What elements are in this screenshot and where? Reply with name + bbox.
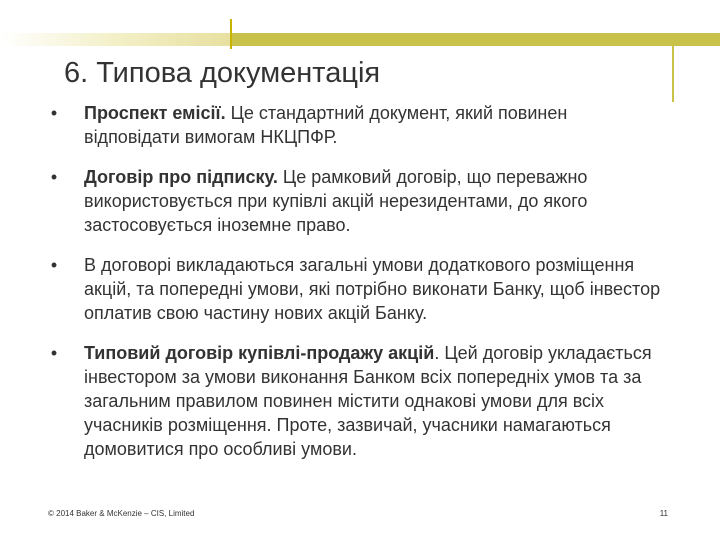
bullet-body: Це рамковий договір, що переважно використовується при купівлі акцій нерезидентами, до якого застосовується іноземне право. xyxy=(84,167,588,235)
bullet-bold-lead: Проспект емісії. xyxy=(84,103,226,123)
slide-title: 6. Типова документація xyxy=(64,57,381,89)
bullet-bold-lead: Договір про підписку. xyxy=(84,167,278,187)
header-decoration-bar xyxy=(0,33,720,46)
header-accent-tick xyxy=(230,19,232,49)
bullet-dot: • xyxy=(50,103,58,123)
bullet-text xyxy=(84,253,668,325)
bullet-text xyxy=(84,341,668,461)
bullet-item xyxy=(48,253,668,325)
right-accent-rule xyxy=(672,40,674,102)
bullet-body: Це стандартний документ, який повинен відповідати вимогам НКЦПФР. xyxy=(84,103,568,147)
bullet-list xyxy=(48,101,668,477)
bullet-dot: • xyxy=(50,255,58,275)
page-number: 11 xyxy=(659,509,668,518)
bullet-item xyxy=(48,341,668,461)
bullet-item xyxy=(48,165,668,237)
header-solid-segment xyxy=(230,33,720,46)
bullet-bold-lead: Типовий договір купівлі-продажу акцій xyxy=(84,343,435,363)
bullet-item xyxy=(48,101,668,149)
bullet-body: . Цей договір укладається інвестором за умови виконання Банком всіх попередніх умов та за загальним правилом повинен містити однакові умови для всіх учасників розміщення. Проте, зазвичай, учасники намагаються домовитися про особливі умови. xyxy=(84,343,652,459)
bullet-text xyxy=(84,101,668,149)
header-gradient-segment xyxy=(0,33,230,46)
bullet-dot: • xyxy=(50,343,58,363)
footer-copyright: © 2014 Baker & McKenzie – CIS, Limited xyxy=(48,509,195,518)
bullet-body: В договорі викладаються загальні умови додаткового розміщення акцій, та попередні умови, які потрібно виконати Банку, щоб інвестор оплатив свою частину нових акцій Банку. xyxy=(84,255,661,323)
bullet-dot: • xyxy=(50,167,58,187)
bullet-text xyxy=(84,165,668,237)
